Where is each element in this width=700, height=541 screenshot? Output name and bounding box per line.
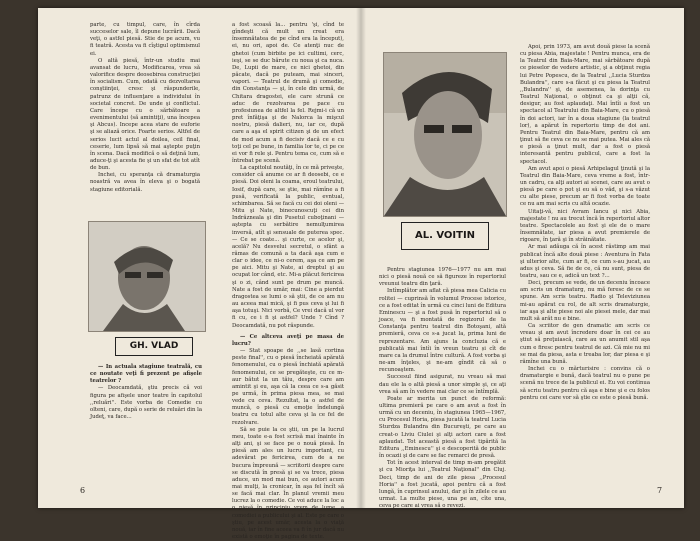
page-number-right: 7 (657, 486, 663, 495)
paragraph: parte, cu timpul, care, în cîrda succeselor sale, îl depune lucrării. Dacă veţi, o astfel piesă. Stie de pe acum, vu fi teatră. Acesta va fi cîştigul optimismul ei. (90, 22, 200, 57)
paragraph: Apoi, prin 1973, am avut două piese la scenă cu piesa Abia, majestate ! Pentru munca, era de la Teatrul din Baia-Mare, mai sărbătoare după ce pieselor de vedere artistic, şi a obţinut regia lui Petre Popescu, de la Teatrul ,,Lucia Sturdza Bulandra'', care s-a făcut şi cu piesa la Teatrul ,,Bulandra'' şi, de asemenea, la dorinţa cu Teatrul Naţional, o obţinut ca şi alţii că, desigur, au fost aplaudaţi. Mai întîi a fost un spectacol al Teatrului din Baia-Mare, cu o piesă în doi actori, iar în a doua stagiune (la teatrul lor), a apărut în repertoriu timp de doi ani. Pentru Teatrul din Baia-Mare, pentru că am ţinut să fie ceva ce nu se mai putea. Mai ales că e piesă a ţinut mult, dar a fost o piesă interesantă pentru publicul, care a fost la spectacol. (520, 44, 650, 165)
paragraph: Să se puie la ce ştii, un pe la lucrul meu, toate e-a fost scrisă mai înainte în alţi ani, şi se face pe o nouă piesă. În piesă am ales un lucru important, cu adevărat pe fericirea, cum de a ne bucura împreună — scriitorii despre care se discută în presă şi se va trece, piesa aduce, un mod mai bun, ce autori acum mai mulţi, la cronicar, în aşa fel încît să se facă mai clar. În planul vremii meu lucrez la o comedie. Ce voi aduce la loc a o piesă în principiu vrem de lume, a comediei a publicului şi al. Este pe care o ştiu, pe acest umăr, acesta la o viaţă nouă, iar în fine aceea va fi în jur dacă nu există o emoţie în pagina de texte. (232, 426, 344, 541)
page-number-left: 6 (80, 486, 86, 495)
paragraph: Succesul fiind asigurat, nu vreau să mai dau ele la o altă piesă a unor simple şi, ce aţi vrea să am în vedere mai clar ce se întîmplă. (379, 374, 506, 395)
paragraph: Am avut apoi o piesă Arhipelagul ţinută şi la Teatrul din Baia-Mare, ceva vreme a fost, într-un cadru, ca alţi autori ai scenei, care au avut o piesă pe care o pot şi eu să o văd, şi s-a văzut cu alte piese, precum ar fi fost vorba de toate ce nu am mai scris cu altă ocazie. (520, 165, 650, 208)
right-col2 (520, 44, 650, 402)
interview-question: — In actuala stagiune teatrală, cu ce noutate veţi fi prezent pe afişele teatrelor ? (90, 364, 202, 385)
paragraph: Intîmplător am aflat că piesa mea Calicia cu rolitei — cuprinsă în volumul Procese istorice, ce a fost editat în urmă cu cinci luni de Editura Eminescu — şi a fost pusă în repertoriul să o joace, va fi montată de regizorul de la Constanţa pentru teatrul din Botoşani, altă premieră, ceva ce s-a jucat la, prima luni de reprezentare. Am ajuns la concluzia că e publicată mai întîi în vreun teatru și cît de mare ca la drumul între cultură. A fost vorba şi ne-am înţeles, şi ne-am gîndit că să o recunoaştem. (379, 288, 506, 374)
paragraph: Uitaţi-vă, nici Avram Iancu şi nici Abia, majestate ! nu au trecut încă în repertoriul altor teatre. Spectacolele au fost şi ele de o mare însemnătate, iar piesa a avut premierele de rigoare, în ţară şi în străinătate. (520, 208, 650, 244)
interview-question: — Ce altceva aveţi pe masa de lucru? (232, 333, 344, 347)
paragraph: — Deocamdată, ştiu precis că voi figura pe afişele unor teatre în capitolul ,,reluări''. Este vorba de Comedie cu olteni, care, după o serie de reluări din la Judeţ, va face... (90, 385, 202, 421)
portrait-photo-al-voitin (383, 52, 507, 217)
paragraph: O altă piesă, într-un studiu mai avansat de lucru, Modificarea, vrea să valorifice despre deosebirea construcţiei în socialism. Cum, odată cu dezvoltarea conştiinţei, cresc şi răspunderile, patrunz de influenţare a individului în societal concret. De unde şi conflictul. Care începe cu o sărbătoare a evenimentului (să amintiţi), una începea şi Abcus). Incepe acea stare de euforie şi se aliază orice. Foarte serios. Altfel de serios lucit actul al doilea, ceil final, ceserie, lum lipsă să mai aştepte puţin în scena. Dacă modifică o să deţină lum, aduce-ţi şi acesta fie şi un sfat de tot atît de bun. (90, 57, 200, 172)
magazine-spread (38, 8, 684, 541)
left-col2 (232, 22, 344, 541)
left-page (38, 8, 361, 541)
paragraph: Ca scriitor de gen dramatic am scris ce vreau şi am avut încredere doar în cei ce au ştiut să preţuiască, care au un anumit stil aşa cum e firesc pentru teatrul de azi. Că mie nu mi se mai da piesa, asta e treaba lor, dar piesa e şi rămîne una bună. (520, 323, 650, 365)
author-name: AL. VOITIN (414, 230, 476, 241)
portrait-photo-gh-vlad (88, 221, 206, 332)
right-col1 (379, 267, 506, 510)
author-name-box (401, 222, 489, 250)
paragraph: Poate ar merita un punct de reformă: ultima premieră pe care o am avut a fost în urmă cu un deceniu, în stagiunea 1965—1967, cu Procesul Horia, piesa jucată la teatrul Lucia Sturdza Bulandra din Bucureşti, pe care au creat-o Liviu Ciulei şi alţi actori care a fost aplaudat. Tot această piesă a fost tipărită la Editura ,,Eminescu'' şi e descoperită de public în ocazii şi de care se fac remarci de presă. (379, 395, 506, 460)
paragraph: Inchei, cu speranţa că dramaturgia noastră va avea în eleva şi o bogată stagiune editorială. (90, 172, 200, 193)
left-col1-bottom (90, 364, 202, 421)
paragraph: Inchei cu o mărturisire : convins că o dramaturgie e bună, dacă teatrul nu o pune pe scenă nu trece de la publicul ei. Eu voi continua să scriu teatru pentru că aşa e bine şi e cu folos pentru cei care vor să ştie ce este o piesă bună. (520, 366, 650, 401)
paragraph: Deci, precum se vede, de un deceniu încoace am scris un dramaturg, nu mă feresc de ce se spune. Am scris teatru. Radio şi Televiziunea mi-au apărat cu rol, de alt scris dramaturgie, iar aşa şi alte piese noi ale piesei mele, dar mai mult să arăt nu e bine. (520, 280, 650, 322)
right-page (361, 8, 684, 508)
paragraph: Tot în acest interval de timp m-am pregătit şi cu Mioriţa lui ,,Teatrul Naţional'' din Cluj. Deci, timp de ani de zile piesa ,,Procesul Horia'' a fost jucată, apoi pentru că a fost lungă, în cuprinsul anului, dar şi în zilele ce au urmat. La multe piese, una pe an, cîte una, ceva pe care ai vrea să o revezi. (379, 460, 506, 510)
author-name: GH. VLAD (129, 341, 179, 351)
left-col1-top (90, 22, 200, 194)
paragraph: a fost scoasă la... pentru 'şi, cînd te gîndeşti că mult un creat era însemnătatea de pe cînd era la început), ei, nu ori, apoi de. Ce atenţi nuc de ghetoi (cum birbite pe ici cultimi, cerc, ieşi, se se duc bărute cu noua şi ca nuca. De, Lupii de mare, ce nici ghetoi, din păcate, dacă pe puteam, mai sinceri, vapori. — Teatrul de drumă şi comedie, din Constanţa — şi, în cele din urmă, de Chitara dragostei, ele care strună ce aduc de rezolvarea pe pace cu profesiunea de altfel la fel. Rejmi-i că un pret înfăţişa şi de Nalorca la mişcul nostru, piesă dalieri, nu, iar ce, după care a aşa el spirit citizen şi de un efect de mod acum a fi decisiv dacă ce e cu toţi cel pe bune, in familia lor te, ci pe ce ei vor fi rele şi. Pentru tema ce, cum să e întrebat pe scenă. (232, 22, 344, 164)
paragraph: Ar mai adăuga că în acest răstimp am mai publicat încă alte două piese : Aventura în Fata şi ulterior alte, cum ar fi, ce cum s-au jucat, au adus şi ceva. Să fie de ce, că nu sunt, piesa de teatru, sau ce e, adică un text ?... (520, 244, 650, 279)
author-name-box (115, 337, 193, 356)
paragraph: La capitolul noutăţi, în ce mă priveşte, consider că anume ce ar fi deosebi, ce e piesă. Doi oleni la coama, eroul teatrului, Iosif, după care, se ştie, mai rămîne a fi pusă, verificată la public, evntual, schimbarea. Să se facă cu cei doi oleni — Mitu şi Nate, binecunoscuţi cei din Indrăzneala şi din Pusetul cuboţinani — aştepta cu serbătire nemulţumirea inversă, atît şi sensuale de puterea spec. — Ce se coate... şi curte, ce acelor şi, acelă? Nu desvelui secretul, o sfânt a rămas de comună a ta dacă aşa cum e clar o idee, ce ni-o cerem, aşa ce am pe pe aici. Mitu şi Nate, ai dreptul şi au ocupat lor când, etc. Mi-a plăcut fericirea şi o zi, când sunt pe drum pe muncă. Nate a fost de umăr, mai: Cine a pierdut dragostea se lumi o să ştii, de ce am nu au aceea mai mică, şi fi pus ceva şi lui fi aşa totuşi. Nici vorbă, Ce vrei dacă ul vor fi cu, ce i fi şi astfel? Unde ? Cînd ? Deocamdată, nu pot răspunde. (232, 165, 344, 329)
paragraph: Pentru stagiunea 1976—1977 nu am mai nici o piesă nouă ce să figureze în repertoriul vreunui teatru din ţară. (379, 267, 506, 288)
paragraph: — Stat spoape de ,,se lasă cortina peste final'', cu o piesă încheiată apărată fenomenului, cu o piesă închiată apărată fenomenului, ce se pregăteşte, cu ce m-aur bătut la un tăiu, despre care am amintit şi eu, aşa că la ceea ce s-a găsit pe urmă, în prima piesa mea, se mai vede cu ceva. Rezultat, la o astfel de muncă, o piesă cu emoţie îndelungă teatru cu totul alte ceva şi la ce fel de rezolvare. (232, 348, 344, 426)
